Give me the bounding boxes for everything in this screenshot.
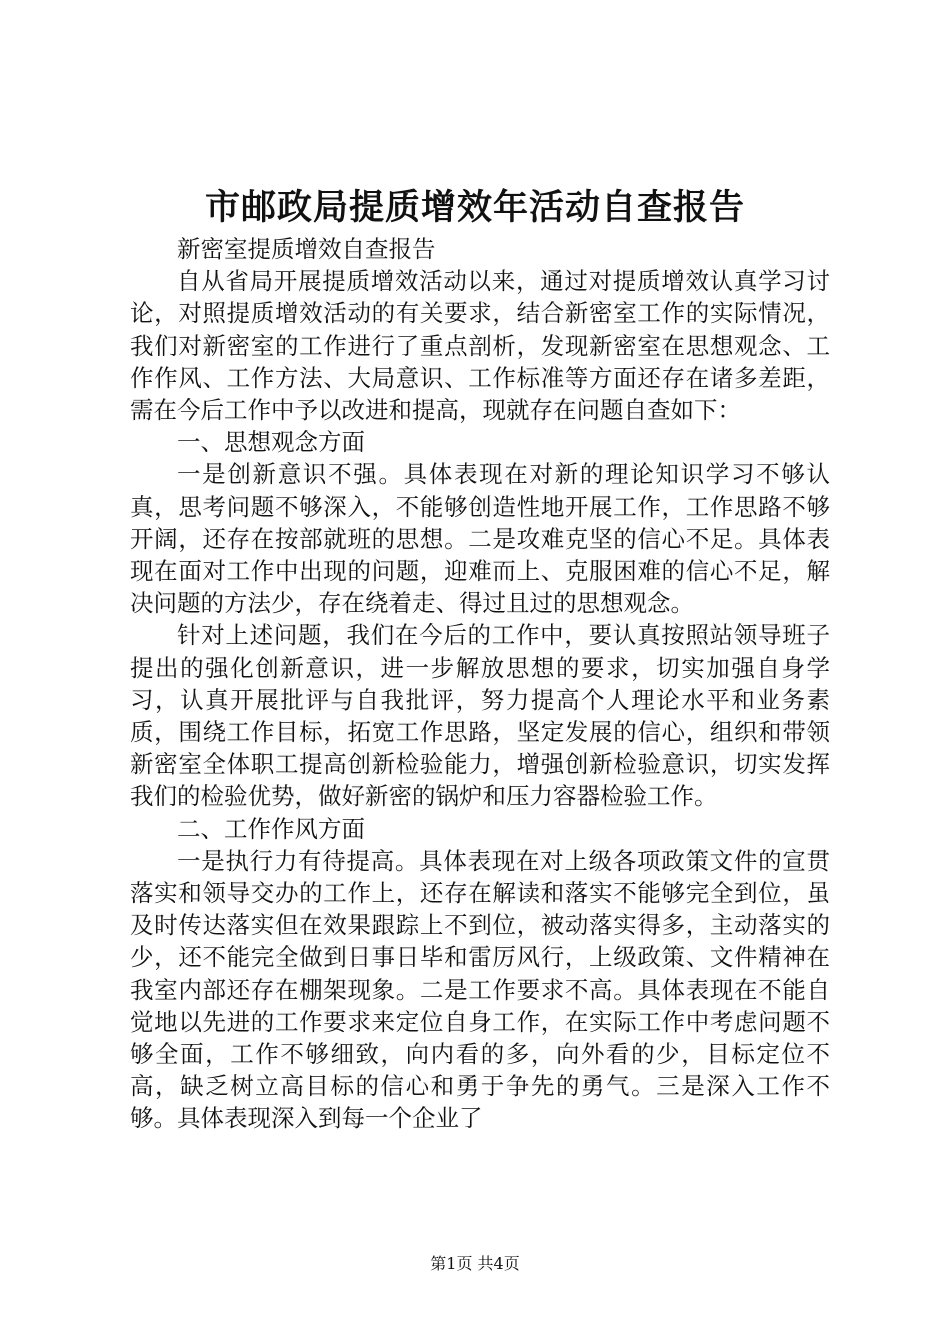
intro-paragraph: 自从省局开展提质增效活动以来，通过对提质增效认真学习讨论，对照提质增效活动的有关要求，结合新密室工作的实际情况，我们对新密室的工作进行了重点剖析，发现新密室在思想观念、工作作风、工作方法、大局意识、工作标准等方面还存在诸多差距，需在今后工作中予以改进和提高，现就存在问题自查如下： (130, 267, 830, 425)
section-heading-thinking: 一、思想观念方面 (177, 428, 365, 457)
paragraph-thinking-issues: 一是创新意识不强。具体表现在对新的理论知识学习不够认真，思考问题不够深入，不能够创造性地开展工作，工作思路不够开阔，还存在按部就班的思想。二是攻难克坚的信心不足。具体表现在面对工作中出现的问题，迎难而上、克服困难的信心不足，解决问题的方法少，存在绕着走、得过且过的思想观念。 (130, 460, 830, 618)
document-body (130, 233, 830, 1135)
page-footer: 第1页 共4页 (430, 1254, 520, 1273)
document-title: 市邮政局提质增效年活动自查报告 (204, 187, 745, 228)
paragraph-work-style-issues: 一是执行力有待提高。具体表现在对上级各项政策文件的宣贯落实和领导交办的工作上，还存在解读和落实不能够完全到位，虽及时传达落实但在效果跟踪上不到位，被动落实得多，主动落实的少，还不能完全做到日事日毕和雷厉风行，上级政策、文件精神在我室内部还存在棚架现象。二是工作要求不高。具体表现在不能自觉地以先进的工作要求来定位自身工作，在实际工作中考虑问题不够全面，工作不够细致，向内看的多，向外看的少，目标定位不高，缺乏树立高目标的信心和勇于争先的勇气。三是深入工作不够。具体表现深入到每一个企业了 (130, 846, 830, 1133)
paragraph-thinking-measures: 针对上述问题，我们在今后的工作中，要认真按照站领导班子提出的强化创新意识，进一步解放思想的要求，切实加强自身学习，认真开展批评与自我批评，努力提高个人理论水平和业务素质，围绕工作目标，拓宽工作思路，坚定发展的信心，组织和带领新密室全体职工提高创新检验能力，增强创新检验意识，切实发挥我们的检验优势，做好新密的锅炉和压力容器检验工作。 (130, 621, 830, 811)
section-heading-work-style: 二、工作作风方面 (177, 814, 365, 843)
subtitle-paragraph: 新密室提质增效自查报告 (177, 235, 436, 263)
